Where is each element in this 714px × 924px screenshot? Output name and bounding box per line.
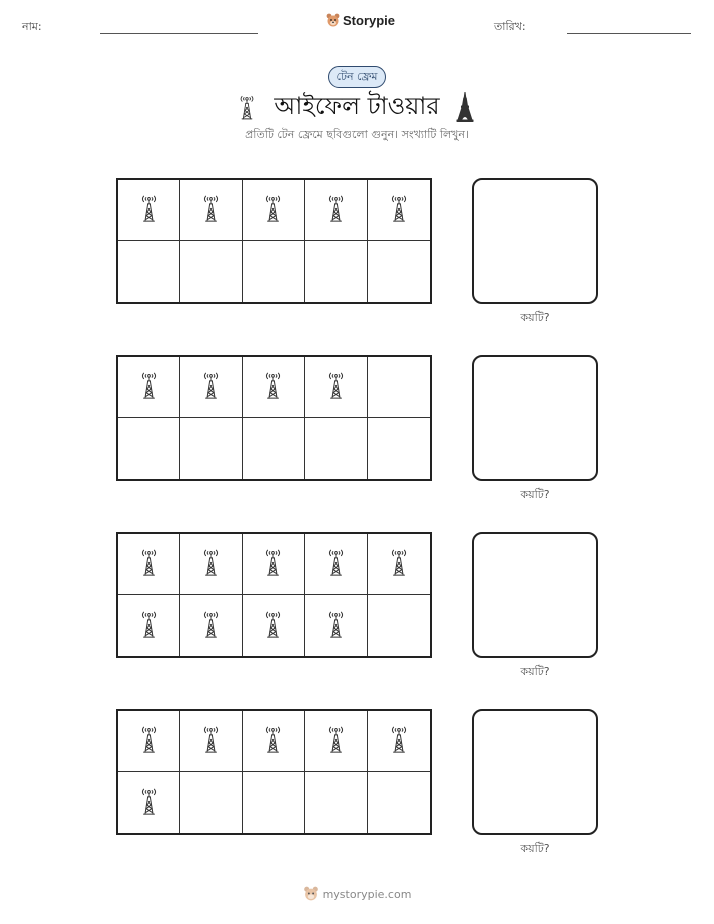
frame-cell	[243, 595, 305, 656]
ten-frame	[116, 709, 432, 835]
frame-cell	[305, 711, 367, 772]
frame-cell	[243, 418, 305, 479]
tower-icon	[201, 364, 221, 410]
tower-icon	[139, 364, 159, 410]
frame-cell	[243, 357, 305, 418]
tower-icon	[326, 364, 346, 410]
tower-icon	[201, 187, 221, 233]
bear-logo-icon	[326, 13, 340, 28]
frame-cell	[368, 241, 430, 302]
tower-icon	[326, 541, 346, 587]
tower-icon	[139, 603, 159, 649]
frame-cell	[368, 418, 430, 479]
tower-icon	[263, 541, 283, 587]
frame-cell	[118, 711, 180, 772]
tower-icon	[389, 541, 409, 587]
ten-frame	[116, 532, 432, 658]
tower-icon	[389, 718, 409, 764]
frame-cell	[118, 418, 180, 479]
frame-cell	[368, 180, 430, 241]
bear-footer-icon	[303, 886, 319, 902]
frame-cell	[118, 534, 180, 595]
tower-icon	[326, 603, 346, 649]
frame-cell	[118, 772, 180, 833]
frame-cell	[368, 772, 430, 833]
brand-name: Storypie	[343, 13, 396, 28]
category-badge: টেন ফ্রেম	[328, 66, 386, 88]
frame-cell	[368, 534, 430, 595]
frame-cell	[368, 595, 430, 656]
frame-cell	[243, 534, 305, 595]
name-line[interactable]	[100, 33, 258, 34]
frame-cell	[180, 357, 242, 418]
tower-icon	[263, 187, 283, 233]
answer-label: কয়টি?	[520, 488, 550, 501]
answer-box[interactable]	[472, 355, 598, 481]
ten-frame	[116, 178, 432, 304]
answer-label: কয়টি?	[520, 665, 550, 678]
date-line[interactable]	[567, 33, 691, 34]
footer	[0, 886, 714, 902]
tower-icon	[263, 603, 283, 649]
frame-cell	[118, 595, 180, 656]
frame-cell	[305, 534, 367, 595]
brand-logo	[326, 13, 395, 28]
date-label: তারিখ:	[494, 20, 526, 33]
tower-icon	[326, 187, 346, 233]
tower-icon	[263, 364, 283, 410]
answer-box[interactable]	[472, 178, 598, 304]
frame-cell	[180, 180, 242, 241]
answer-label: কয়টি?	[520, 311, 550, 324]
tower-icon	[139, 187, 159, 233]
tower-icon	[139, 780, 159, 826]
frame-cell	[305, 357, 367, 418]
tower-icon	[326, 718, 346, 764]
frame-cell	[368, 711, 430, 772]
frame-cell	[180, 595, 242, 656]
frame-cell	[180, 534, 242, 595]
frame-cell	[243, 180, 305, 241]
frame-cell	[118, 241, 180, 302]
frame-cell	[305, 241, 367, 302]
tower-icon	[263, 718, 283, 764]
answer-label: কয়টি?	[520, 842, 550, 855]
frame-cell	[305, 180, 367, 241]
frame-cell	[118, 357, 180, 418]
page-title: আইফেল টাওয়ার	[274, 92, 440, 120]
frame-cell	[118, 180, 180, 241]
frame-cell	[180, 711, 242, 772]
name-label: নাম:	[22, 20, 42, 33]
ten-frame	[116, 355, 432, 481]
tower-icon	[201, 718, 221, 764]
tower-icon	[139, 541, 159, 587]
tower-icon	[201, 603, 221, 649]
frame-cell	[368, 357, 430, 418]
tower-icon	[389, 187, 409, 233]
frame-cell	[180, 772, 242, 833]
frame-cell	[243, 241, 305, 302]
footer-url: mystorypie.com	[322, 887, 412, 901]
answer-box[interactable]	[472, 532, 598, 658]
eiffel-tower-icon	[455, 92, 475, 122]
frame-cell	[305, 595, 367, 656]
frame-cell	[305, 418, 367, 479]
frame-cell	[180, 241, 242, 302]
frame-cell	[243, 711, 305, 772]
instructions-text: প্রতিটি টেন ফ্রেমে ছবিগুলো গুনুন। সংখ্যাটি লিখুন।	[245, 128, 469, 141]
answer-box[interactable]	[472, 709, 598, 835]
frame-cell	[180, 418, 242, 479]
tower-icon	[139, 718, 159, 764]
tower-icon	[201, 541, 221, 587]
frame-cell	[243, 772, 305, 833]
frame-cell	[305, 772, 367, 833]
